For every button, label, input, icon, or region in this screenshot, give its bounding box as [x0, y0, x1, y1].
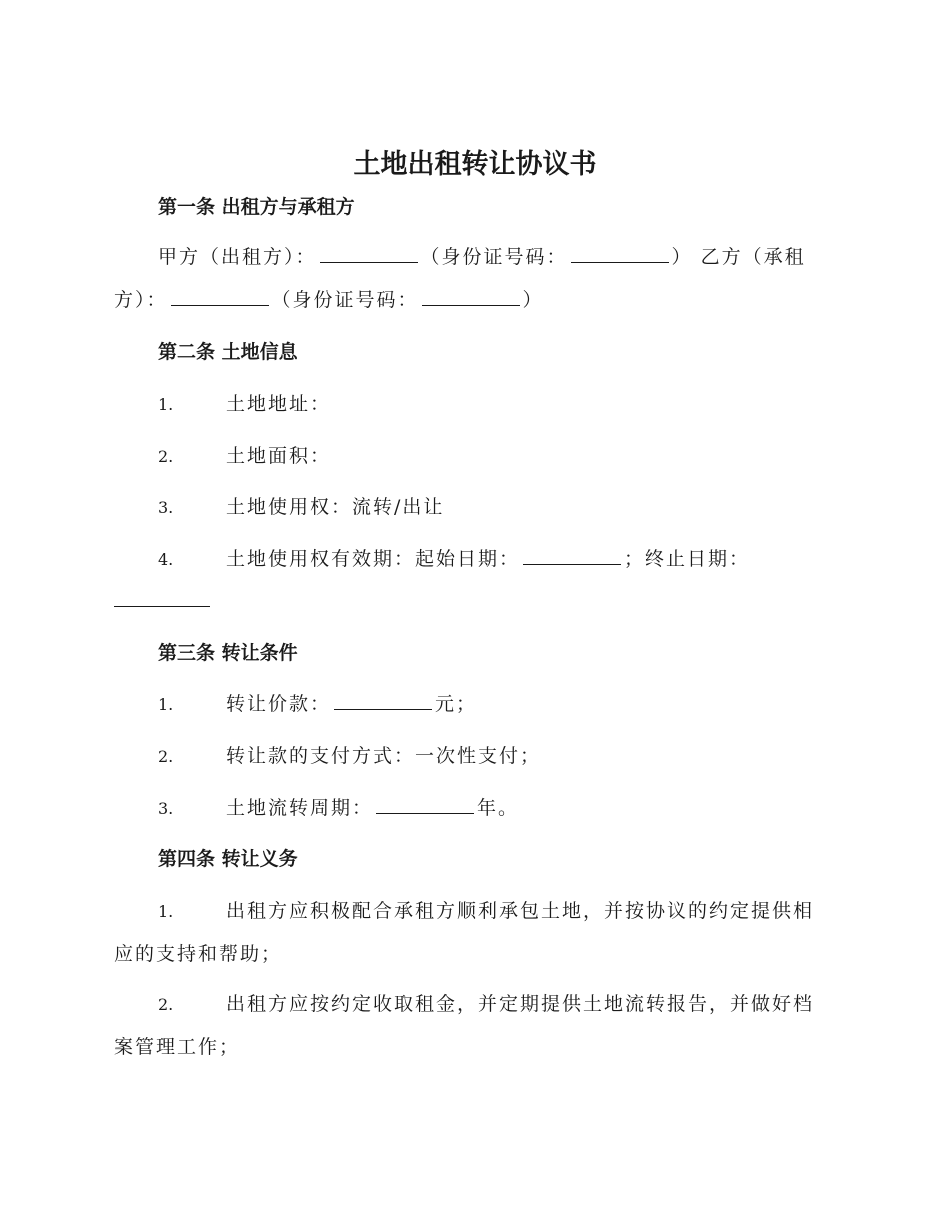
- item-text: 土地面积：: [226, 445, 332, 467]
- item-suffix: 元；: [435, 693, 478, 715]
- item-number: 3.: [158, 498, 174, 517]
- party-b-id-close: ）: [522, 289, 544, 311]
- party-b-id-blank: [422, 285, 520, 306]
- item-number: 2.: [158, 995, 174, 1014]
- list-item: [158, 689, 477, 720]
- item-number: 1.: [158, 902, 174, 921]
- party-b-name-blank: [171, 285, 269, 306]
- article-1-parties: [114, 236, 834, 322]
- item-text-mid: ；终止日期：: [624, 548, 751, 570]
- list-item: [158, 492, 444, 523]
- item-text: 出租方应积极配合承租方顺利承包土地，并按协议的约定提供相应的支持和帮助；: [114, 900, 815, 965]
- document-title: 土地出租转让协议书: [353, 149, 597, 180]
- item-number: 4.: [158, 550, 174, 569]
- item-text: 土地地址：: [226, 393, 332, 415]
- party-a-id-blank: [571, 242, 669, 263]
- list-item: [158, 544, 750, 575]
- item-number: 2.: [158, 747, 174, 766]
- item-text: 土地使用权有效期：起始日期：: [226, 548, 521, 570]
- item-text: 土地流转周期：: [226, 797, 374, 819]
- item-number: 3.: [158, 799, 174, 818]
- item-number: 1.: [158, 695, 174, 714]
- article-3-heading: 第三条 转让条件: [158, 642, 298, 664]
- party-a-id-close: ）: [671, 246, 693, 268]
- item-number: 1.: [158, 395, 174, 414]
- end-date-blank: [114, 606, 210, 607]
- start-date-blank: [523, 544, 621, 565]
- list-item: [158, 793, 519, 824]
- article-4-heading: 第四条 转让义务: [158, 848, 298, 870]
- item-suffix: 年。: [477, 797, 520, 819]
- item-number: 2.: [158, 447, 174, 466]
- period-blank: [376, 793, 474, 814]
- article-2-heading: 第二条 土地信息: [158, 341, 298, 363]
- party-a-name-blank: [320, 242, 418, 263]
- list-item: [158, 441, 331, 472]
- price-blank: [334, 689, 432, 710]
- party-a-id-label: （身份证号码：: [420, 246, 568, 268]
- list-item: [114, 983, 834, 1069]
- item-text: 土地使用权：流转/出让: [226, 496, 445, 518]
- party-b-label: 乙方（承租方）：: [114, 246, 806, 311]
- list-item: [114, 890, 834, 976]
- article-1-heading: 第一条 出租方与承租方: [158, 196, 355, 218]
- item-text: 转让款的支付方式：一次性支付；: [226, 745, 542, 767]
- party-a-label: 甲方（出租方）：: [158, 246, 317, 268]
- item-text: 出租方应按约定收取租金，并定期提供土地流转报告，并做好档案管理工作；: [114, 993, 815, 1058]
- item-text: 转让价款：: [226, 693, 332, 715]
- list-item: [158, 389, 331, 420]
- party-b-id-label: （身份证号码：: [271, 289, 419, 311]
- list-item: [158, 741, 541, 772]
